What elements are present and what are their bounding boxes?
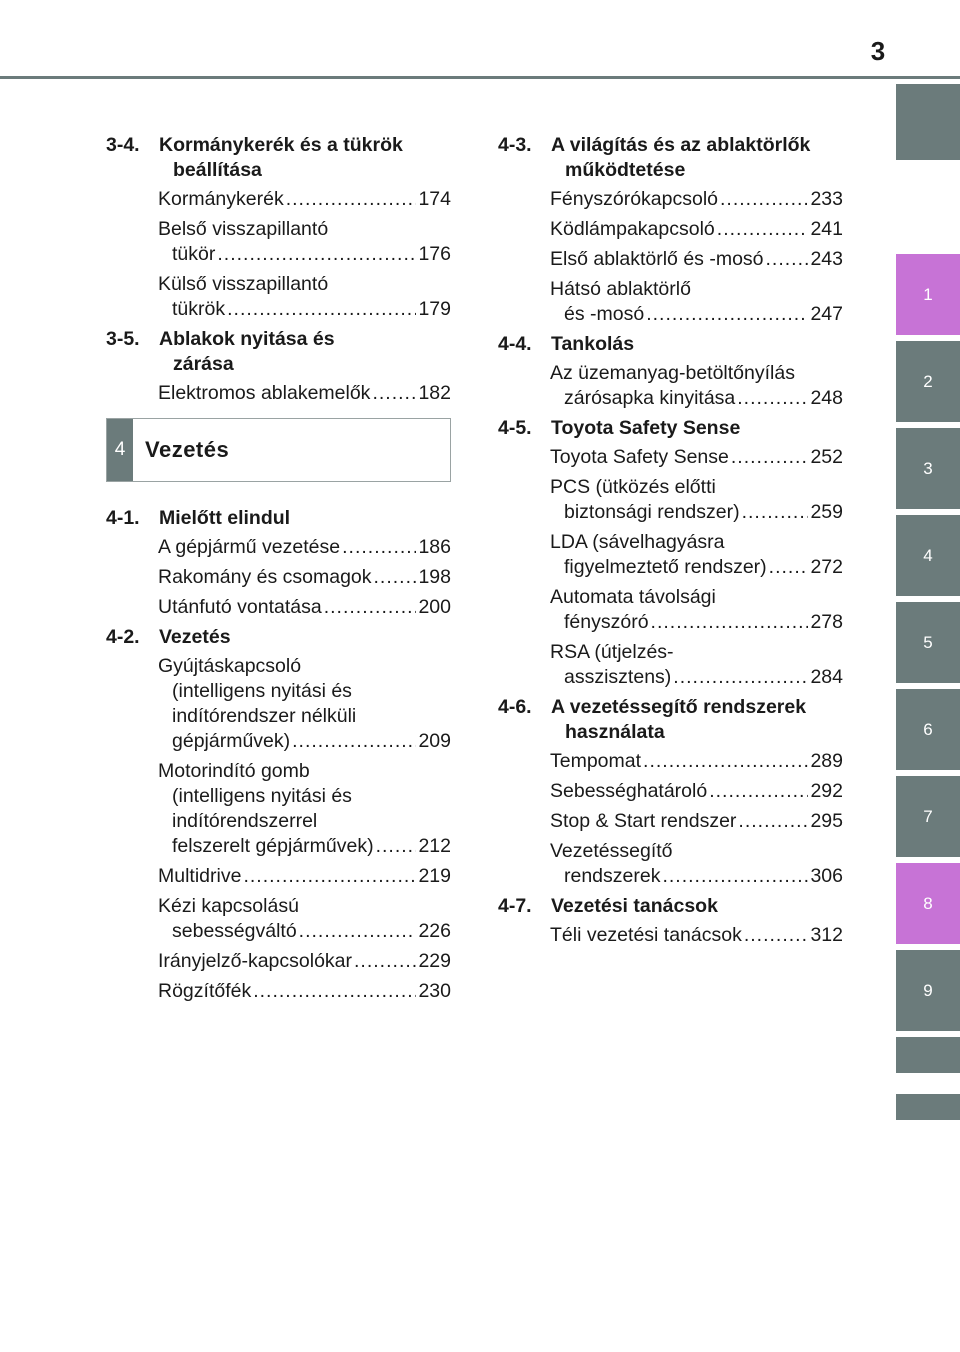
toc-entry-last-line: [550, 555, 843, 580]
dot-leader: [292, 729, 416, 754]
toc-right-column: [498, 133, 843, 953]
toc-entry[interactable]: [498, 839, 843, 889]
toc-entry-line: Az üzemanyag-betöltőnyílás: [550, 362, 795, 384]
section-title-line: A vezetéssegítő rendszerek: [551, 696, 807, 718]
toc-entry-text: és -mosó: [564, 303, 645, 325]
toc-entry[interactable]: [498, 361, 843, 411]
toc-entry-line: RSA (útjelzés-: [550, 641, 674, 663]
toc-entry-last-line: [550, 445, 843, 470]
toc-entry-text: Téli vezetési tanácsok: [550, 924, 742, 946]
dot-leader: [354, 949, 416, 974]
toc-entry-line: Motorindító gomb: [158, 760, 310, 782]
toc-entry-text: felszerelt gépjárművek): [172, 835, 374, 857]
toc-entry[interactable]: [498, 475, 843, 525]
toc-entry-last-line: [550, 864, 843, 889]
chapter-tab-1[interactable]: 1: [896, 254, 960, 335]
section-title: [158, 327, 451, 377]
toc-page-number[interactable]: 219: [418, 865, 451, 887]
toc-entry-text: Rögzítőfék: [158, 980, 252, 1002]
section-title-line: Ablakok nyitása és: [159, 328, 335, 350]
toc-page-number[interactable]: 186: [418, 536, 451, 558]
toc-page-number[interactable]: 247: [810, 303, 843, 325]
toc-entry-text: Ködlámpakapcsoló: [550, 218, 715, 240]
toc-entry-text: Első ablaktörlő és -mosó: [550, 248, 764, 270]
chapter-tab-6[interactable]: 6: [896, 689, 960, 770]
section-title: [550, 133, 843, 183]
section-title-line: Mielőtt elindul: [159, 507, 291, 529]
toc-entry-last-line: [158, 834, 451, 859]
toc-entry[interactable]: [106, 535, 451, 560]
toc-entry-line: indítórendszerrel: [172, 810, 318, 832]
toc-entry-text: asszisztens): [564, 666, 672, 688]
toc-entry[interactable]: [106, 595, 451, 620]
toc-entry-last-line: [158, 864, 451, 889]
toc-entry-last-line: [158, 242, 451, 267]
toc-entry-last-line: [550, 779, 843, 804]
toc-entry[interactable]: [106, 272, 451, 322]
section-heading: [498, 894, 843, 919]
toc-entry-text: Utánfutó vontatása: [158, 596, 322, 618]
section-title: [550, 695, 843, 745]
toc-entry-text: Multidrive: [158, 865, 242, 887]
dot-leader: [720, 187, 808, 212]
toc-entry[interactable]: [106, 654, 451, 754]
toc-entry-text: sebességváltó: [172, 920, 297, 942]
toc-entry-last-line: [158, 979, 451, 1004]
dot-leader: [766, 247, 809, 272]
section-title-line: Toyota Safety Sense: [551, 417, 741, 439]
toc-page-number[interactable]: 278: [810, 611, 843, 633]
toc-entry[interactable]: [106, 217, 451, 267]
toc-entry-text: Elektromos ablakemelők: [158, 382, 371, 404]
toc-left-before: [106, 133, 451, 406]
chapter-tab-blank[interactable]: [896, 84, 960, 160]
toc-entry-line: LDA (sávelhagyásra: [550, 531, 725, 553]
chapter-title: Vezetés: [145, 437, 230, 462]
dot-leader: [737, 386, 808, 411]
toc-page-number[interactable]: 174: [418, 188, 451, 210]
toc-entry-text: Sebességhatároló: [550, 780, 708, 802]
toc-entry-last-line: [550, 665, 843, 690]
toc-entry[interactable]: [498, 779, 843, 804]
chapter-tab-blank[interactable]: [896, 1094, 960, 1120]
toc-left-column: [106, 133, 451, 1009]
toc-entry-last-line: [158, 565, 451, 590]
dot-leader: [253, 979, 416, 1004]
dot-leader: [217, 242, 416, 267]
section-title: [158, 506, 451, 531]
section-number: 3-5.: [106, 328, 140, 350]
section-title-line: Tankolás: [551, 333, 635, 355]
toc-page-number[interactable]: 212: [418, 835, 451, 857]
toc-entry[interactable]: [106, 894, 451, 944]
chapter-tab-8[interactable]: 8: [896, 863, 960, 944]
section-title-line: Vezetési tanácsok: [551, 895, 718, 917]
toc-entry-last-line: [158, 919, 451, 944]
toc-page-number[interactable]: 209: [418, 730, 451, 752]
chapter-tab-9[interactable]: 9: [896, 950, 960, 1031]
toc-entry-last-line: [550, 923, 843, 948]
toc-page-number[interactable]: 243: [810, 248, 843, 270]
toc-page-number[interactable]: 230: [418, 980, 451, 1002]
toc-entry-last-line: [158, 595, 451, 620]
toc-entry[interactable]: [106, 979, 451, 1004]
toc-entry-last-line: [158, 729, 451, 754]
toc-entry[interactable]: [498, 247, 843, 272]
dot-leader: [374, 565, 417, 590]
toc-entry[interactable]: [498, 585, 843, 635]
dot-leader: [243, 864, 416, 889]
section-title-line: Kormánykerék és a tükrök: [159, 134, 403, 156]
dot-leader: [227, 297, 416, 322]
toc-entry-text: fényszóró: [564, 611, 649, 633]
toc-entry-text: Tempomat: [550, 750, 642, 772]
toc-entry[interactable]: [106, 187, 451, 212]
toc-entry-text: Toyota Safety Sense: [550, 446, 729, 468]
toc-entry-last-line: [158, 187, 451, 212]
chapter-tab-5[interactable]: 5: [896, 602, 960, 683]
toc-page-number[interactable]: 312: [810, 924, 843, 946]
chapter-tab-7[interactable]: 7: [896, 776, 960, 857]
toc-entry-last-line: [550, 187, 843, 212]
section-title-line: beállítása: [173, 159, 262, 181]
dot-leader: [643, 749, 808, 774]
toc-entry-line: Vezetéssegítő: [550, 840, 673, 862]
section-heading: [106, 625, 451, 650]
dot-leader: [769, 555, 809, 580]
toc-entry-text: rendszerek: [564, 865, 661, 887]
toc-entry-last-line: [550, 500, 843, 525]
section-title: [550, 332, 843, 357]
section-number: 4-2.: [106, 626, 140, 648]
section-number: 4-6.: [498, 696, 532, 718]
toc-entry-line: (intelligens nyitási és: [172, 785, 352, 807]
toc-entry-line: Külső visszapillantó: [158, 273, 329, 295]
toc-page-number[interactable]: 233: [810, 188, 843, 210]
toc-entry[interactable]: [106, 381, 451, 406]
header-rule: [0, 76, 960, 79]
toc-entry-last-line: [158, 381, 451, 406]
toc-entry-line: Gyújtáskapcsoló: [158, 655, 302, 677]
dot-leader: [673, 665, 808, 690]
section-title: [550, 894, 843, 919]
section-title: [550, 416, 843, 441]
toc-entry-last-line: [550, 749, 843, 774]
toc-page-number[interactable]: 306: [810, 865, 843, 887]
toc-entry[interactable]: [498, 217, 843, 242]
dot-leader: [324, 595, 417, 620]
chapter-tab-3[interactable]: 3: [896, 428, 960, 509]
toc-entry-last-line: [158, 949, 451, 974]
toc-page-number[interactable]: 229: [418, 950, 451, 972]
toc-entry[interactable]: [498, 530, 843, 580]
toc-page-number[interactable]: 226: [418, 920, 451, 942]
toc-page-number[interactable]: 259: [810, 501, 843, 523]
dot-leader: [286, 187, 417, 212]
toc-entry[interactable]: [498, 923, 843, 948]
toc-entry-line: (intelligens nyitási és: [172, 680, 352, 702]
chapter-tab-2[interactable]: 2: [896, 341, 960, 422]
page-number: 3: [870, 36, 886, 66]
dot-leader: [744, 923, 809, 948]
toc-entry-line: Automata távolsági: [550, 586, 716, 608]
section-heading: [106, 327, 451, 377]
toc-page-number[interactable]: 248: [810, 387, 843, 409]
section-heading: [106, 506, 451, 531]
toc-entry[interactable]: [106, 949, 451, 974]
toc-entry-text: A gépjármű vezetése: [158, 536, 341, 558]
section-title-line: A világítás és az ablaktörlők: [551, 134, 811, 156]
toc-entry[interactable]: [498, 749, 843, 774]
toc-page-number[interactable]: 292: [810, 780, 843, 802]
toc-entry-text: zárósapka kinyitása: [564, 387, 736, 409]
section-title: [158, 133, 451, 183]
toc-entry-text: Kormánykerék: [158, 188, 284, 210]
section-number: 4-1.: [106, 507, 140, 529]
toc-entry-text: figyelmeztető rendszer): [564, 556, 767, 578]
toc-entry-text: biztonsági rendszer): [564, 501, 740, 523]
dot-leader: [651, 610, 809, 635]
toc-page-number[interactable]: 272: [810, 556, 843, 578]
toc-page-number[interactable]: 252: [810, 446, 843, 468]
toc-page-number[interactable]: 241: [810, 218, 843, 240]
toc-entry-line: Belső visszapillantó: [158, 218, 329, 240]
toc-entry-line: Kézi kapcsolású: [158, 895, 299, 917]
toc-entry-last-line: [550, 386, 843, 411]
toc-page-number[interactable]: 182: [418, 382, 451, 404]
section-number: 4-4.: [498, 333, 532, 355]
section-heading: [106, 133, 451, 183]
dot-leader: [738, 809, 808, 834]
toc-entry[interactable]: [498, 640, 843, 690]
toc-entry[interactable]: [498, 187, 843, 212]
section-number: 4-5.: [498, 417, 532, 439]
section-title-line: zárása: [173, 353, 234, 375]
section-number: 3-4.: [106, 134, 140, 156]
section-number: 4-7.: [498, 895, 532, 917]
toc-entry-last-line: [550, 610, 843, 635]
toc-entry-last-line: [158, 297, 451, 322]
toc-entry-last-line: [550, 217, 843, 242]
section-title-line: működtetése: [565, 159, 686, 181]
dot-leader: [342, 535, 416, 560]
toc-entry-text: Fényszórókapcsoló: [550, 188, 718, 210]
section-title-line: Vezetés: [159, 626, 231, 648]
dot-leader: [662, 864, 808, 889]
chapter-tab-blank[interactable]: [896, 1037, 960, 1073]
section-number: 4-3.: [498, 134, 532, 156]
toc-entry[interactable]: [106, 565, 451, 590]
toc-entry-text: tükör: [172, 243, 216, 265]
toc-page-number[interactable]: 179: [418, 298, 451, 320]
section-title-line: használata: [565, 721, 665, 743]
toc-entry-line: Hátsó ablaktörlő: [550, 278, 691, 300]
toc-entry-last-line: [158, 535, 451, 560]
section-heading: [498, 416, 843, 441]
toc-entry-text: tükrök: [172, 298, 226, 320]
toc-entry-text: gépjárművek): [172, 730, 291, 752]
toc-entry-last-line: [550, 247, 843, 272]
toc-entry[interactable]: [498, 277, 843, 327]
toc-page-number[interactable]: 289: [810, 750, 843, 772]
dot-leader: [376, 834, 417, 859]
section-heading: [498, 332, 843, 357]
toc-entry-last-line: [550, 809, 843, 834]
toc-page-number[interactable]: 295: [810, 810, 843, 832]
toc-entry-last-line: [550, 302, 843, 327]
toc-entry[interactable]: [498, 809, 843, 834]
chapter-header: [106, 418, 451, 482]
toc-entry-text: Stop & Start rendszer: [550, 810, 737, 832]
dot-leader: [742, 500, 809, 525]
chapter-number: 4: [107, 419, 133, 481]
toc-entry[interactable]: [498, 445, 843, 470]
dot-leader: [646, 302, 808, 327]
toc-entry[interactable]: [106, 864, 451, 889]
toc-entry-text: Irányjelző-kapcsolókar: [158, 950, 353, 972]
dot-leader: [299, 919, 417, 944]
dot-leader: [731, 445, 809, 470]
section-title: [158, 625, 451, 650]
dot-leader: [717, 217, 809, 242]
toc-entry-line: PCS (ütközés előtti: [550, 476, 716, 498]
toc-right-sections: [498, 133, 843, 948]
section-heading: [498, 695, 843, 745]
dot-leader: [709, 779, 808, 804]
section-heading: [498, 133, 843, 183]
chapter-tab-4[interactable]: 4: [896, 515, 960, 596]
toc-page-number[interactable]: 200: [418, 596, 451, 618]
toc-entry[interactable]: [106, 759, 451, 859]
toc-entry-text: Rakomány és csomagok: [158, 566, 372, 588]
toc-page-number[interactable]: 284: [810, 666, 843, 688]
toc-left-after: [106, 506, 451, 1004]
toc-page-number[interactable]: 198: [418, 566, 451, 588]
toc-entry-line: indítórendszer nélküli: [172, 705, 357, 727]
dot-leader: [372, 381, 416, 406]
toc-page-number[interactable]: 176: [418, 243, 451, 265]
